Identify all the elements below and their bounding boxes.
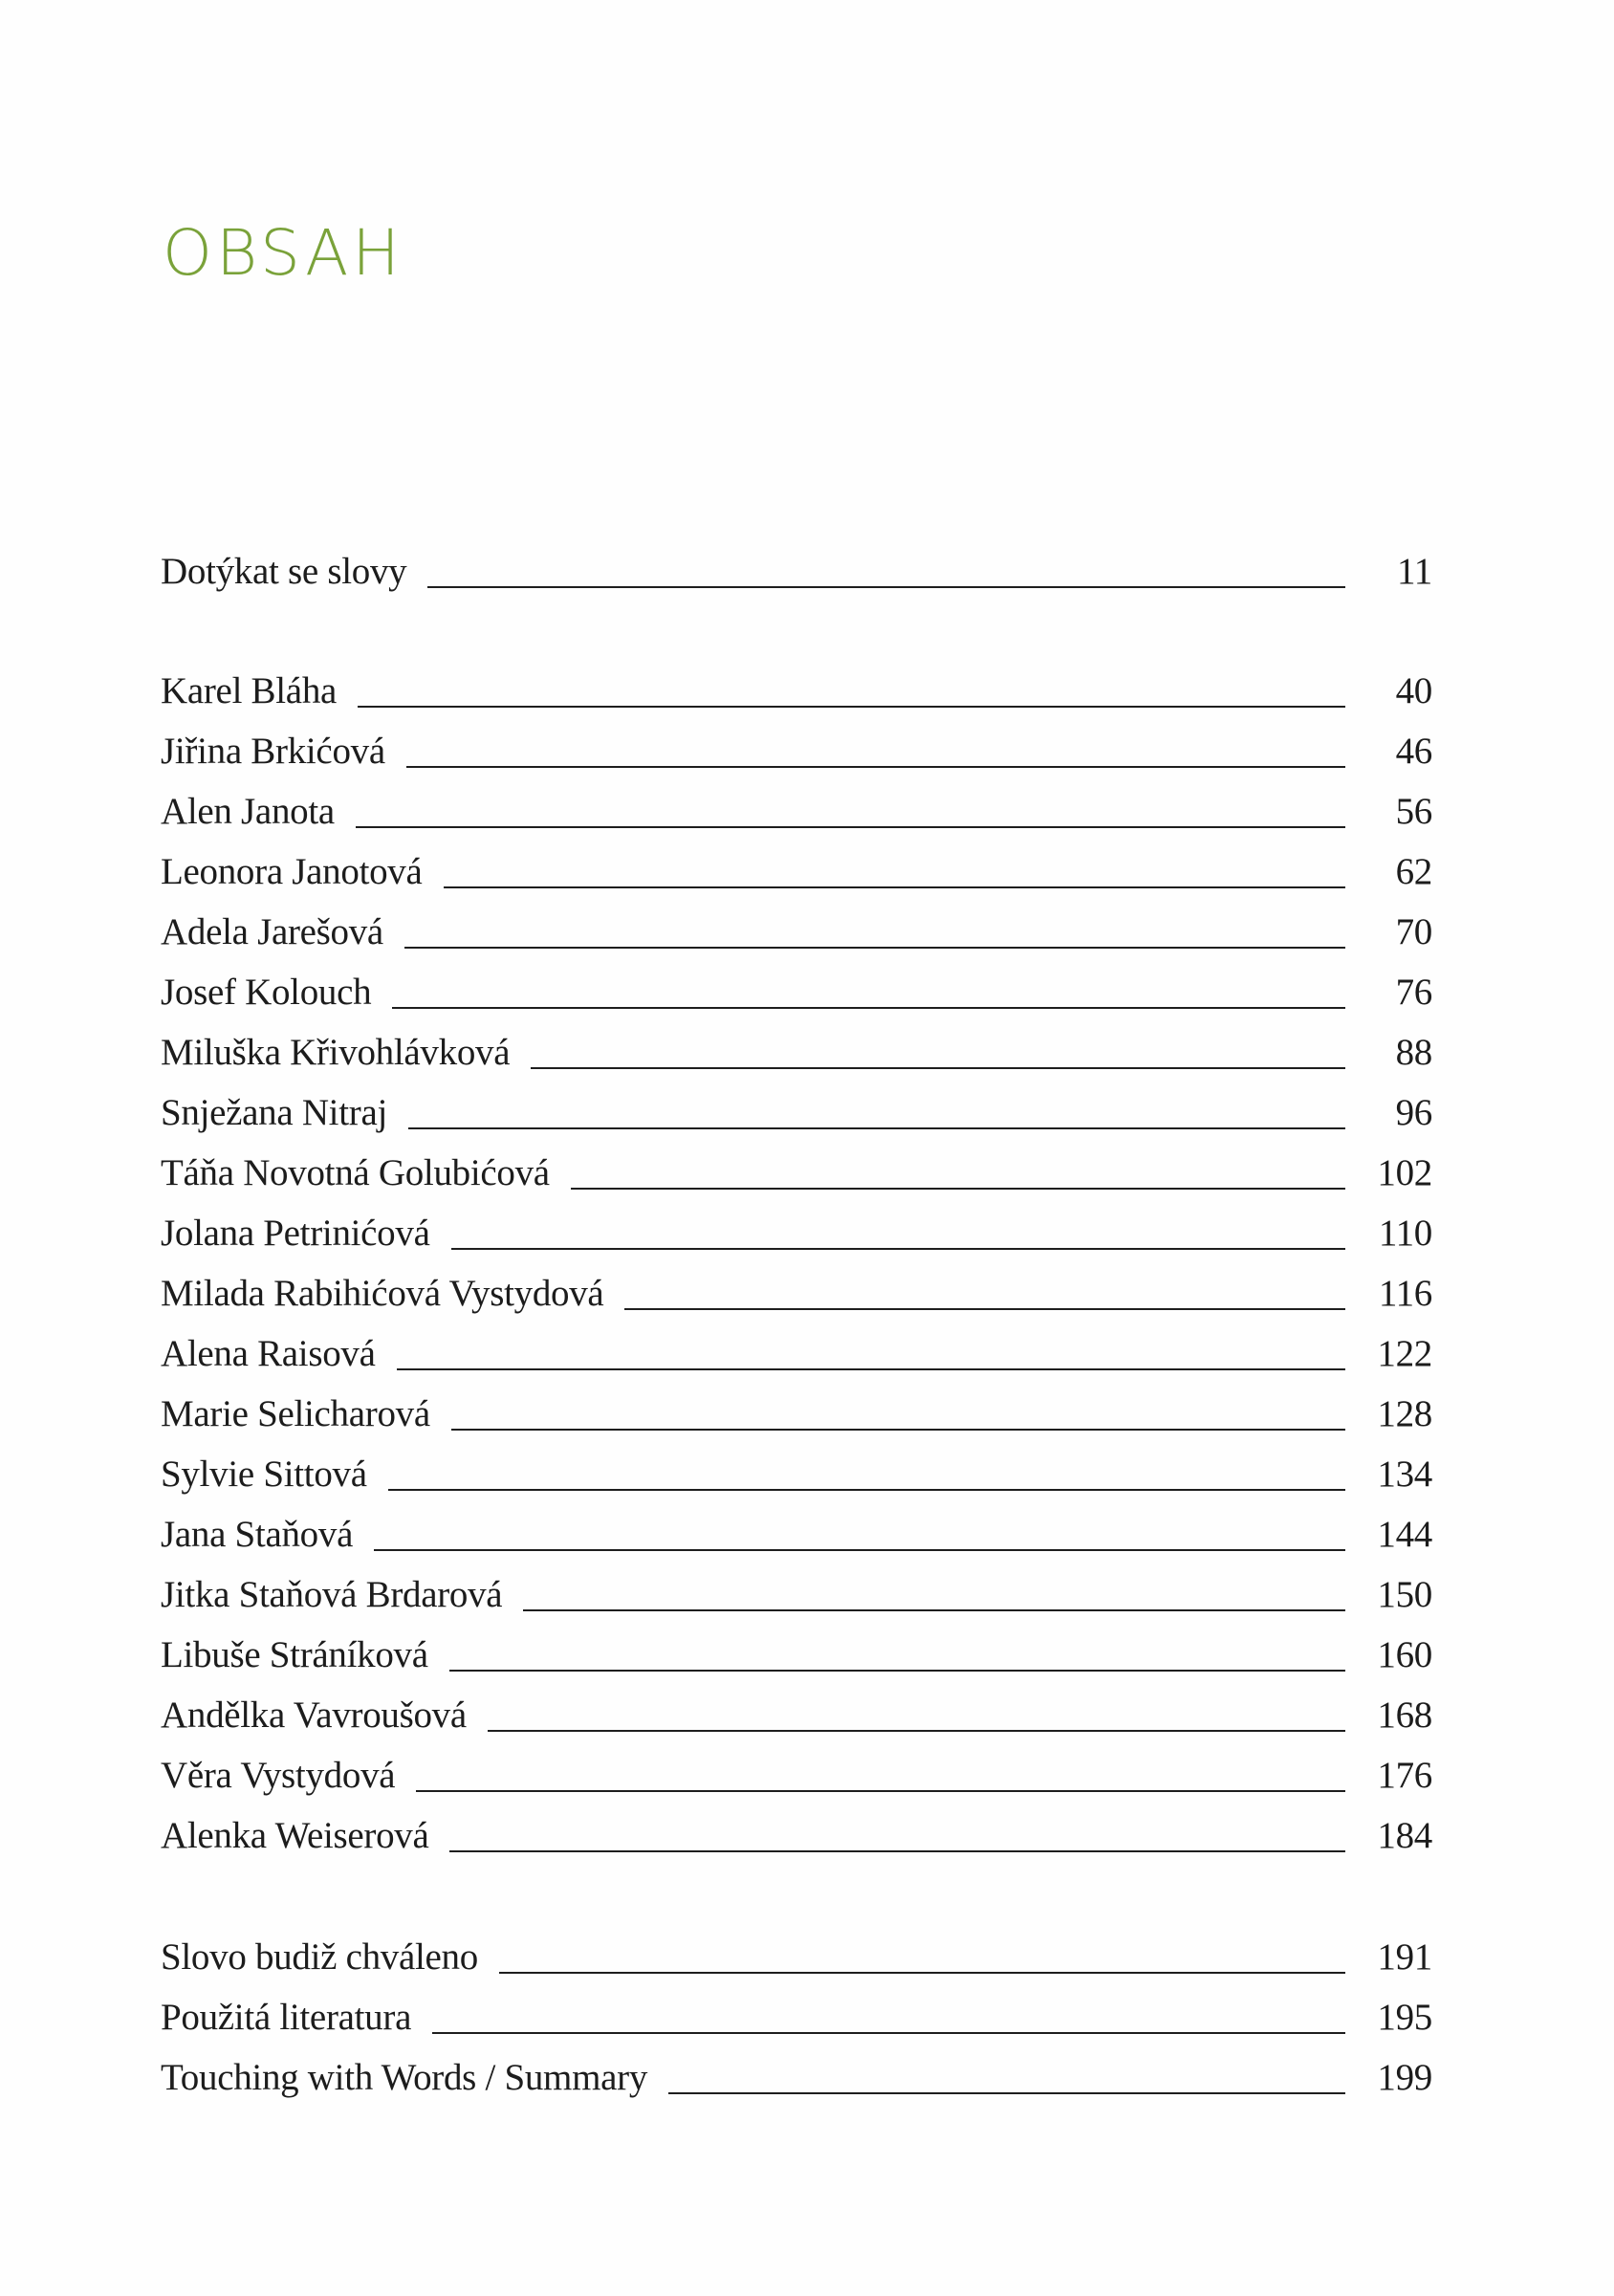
toc-entry-title: Miluška Křivohlávková xyxy=(161,1032,511,1073)
toc-entry-page-number: 102 xyxy=(1377,1152,1432,1193)
toc-entry-page-number: 195 xyxy=(1377,1997,1432,2038)
toc-leader-line xyxy=(571,1188,1345,1190)
toc-leader-line xyxy=(668,2092,1345,2094)
toc-entry-title: Jitka Staňová Brdarová xyxy=(161,1574,503,1615)
toc-entry-page-number: 76 xyxy=(1395,972,1432,1013)
toc-entry[interactable] xyxy=(161,903,1432,951)
toc-entry-page-number: 134 xyxy=(1377,1454,1432,1495)
toc-entry-page-number: 150 xyxy=(1377,1574,1432,1615)
toc-entry-page-number: 168 xyxy=(1377,1695,1432,1736)
toc-leader-line xyxy=(416,1790,1345,1792)
toc-leader-line xyxy=(392,1007,1345,1009)
toc-entry[interactable] xyxy=(161,1324,1432,1372)
toc-leader-line xyxy=(451,1429,1345,1431)
toc-leader-line xyxy=(374,1549,1345,1551)
page-title: OBSAH xyxy=(163,216,404,290)
toc-entry-page-number: 144 xyxy=(1377,1514,1432,1555)
toc-entry[interactable] xyxy=(161,2048,1432,2096)
toc-entry-title: Použitá literatura xyxy=(161,1997,412,2038)
toc-entry[interactable] xyxy=(161,1806,1432,1854)
toc-leader-line xyxy=(624,1308,1345,1310)
toc-entry-title: Andělka Vavroušová xyxy=(161,1695,467,1736)
toc-entry[interactable] xyxy=(161,842,1432,890)
toc-entry[interactable] xyxy=(161,1264,1432,1312)
toc-entry[interactable] xyxy=(161,1686,1432,1734)
toc-entry-title: Věra Vystydová xyxy=(161,1755,396,1796)
toc-entry[interactable] xyxy=(161,1626,1432,1673)
toc-entry[interactable] xyxy=(161,1204,1432,1252)
toc-entry[interactable] xyxy=(161,722,1432,770)
toc-leader-line xyxy=(449,1850,1345,1852)
toc-entry-page-number: 160 xyxy=(1377,1634,1432,1675)
toc-entry-title: Dotýkat se slovy xyxy=(161,551,407,592)
toc-entry-title: Snježana Nitraj xyxy=(161,1092,387,1133)
toc-entry-page-number: 184 xyxy=(1377,1815,1432,1856)
toc-entry[interactable] xyxy=(161,1445,1432,1493)
toc-entry-title: Jolana Petrinićová xyxy=(161,1213,430,1254)
toc-entry-page-number: 40 xyxy=(1395,670,1432,711)
toc-entry[interactable] xyxy=(161,662,1432,710)
toc-leader-line xyxy=(488,1730,1345,1732)
toc-entry[interactable] xyxy=(161,1988,1432,2036)
toc-entry[interactable] xyxy=(161,1144,1432,1192)
toc-entry[interactable] xyxy=(161,963,1432,1011)
toc-entry-page-number: 62 xyxy=(1395,851,1432,892)
toc-entry[interactable] xyxy=(161,1928,1432,1976)
toc-entry-title: Karel Bláha xyxy=(161,670,338,711)
toc-entry-title: Milada Rabihićová Vystydová xyxy=(161,1273,604,1314)
toc-entry-page-number: 110 xyxy=(1378,1213,1432,1254)
toc-entry[interactable] xyxy=(161,782,1432,830)
toc-entry-page-number: 176 xyxy=(1377,1755,1432,1796)
toc-entry-title: Touching with Words / Summary xyxy=(161,2057,648,2098)
toc-entry-title: Jiřina Brkićová xyxy=(161,731,385,772)
toc-leader-line xyxy=(404,947,1345,949)
toc-entry[interactable] xyxy=(161,1746,1432,1794)
toc-leader-line xyxy=(358,706,1345,708)
toc-entry-title: Adela Jarešová xyxy=(161,911,383,952)
toc-entry-page-number: 116 xyxy=(1378,1273,1432,1314)
toc-entry-page-number: 46 xyxy=(1395,731,1432,772)
toc-entry-title: Táňa Novotná Golubićová xyxy=(161,1152,550,1193)
toc-entry-page-number: 128 xyxy=(1377,1393,1432,1434)
toc-leader-line xyxy=(523,1609,1345,1611)
toc-entry[interactable] xyxy=(161,1023,1432,1071)
toc-entry[interactable] xyxy=(161,1565,1432,1613)
toc-entry-page-number: 70 xyxy=(1395,911,1432,952)
toc-entry-title: Alenka Weiserová xyxy=(161,1815,429,1856)
toc-entry-title: Sylvie Sittová xyxy=(161,1454,367,1495)
toc-leader-line xyxy=(451,1248,1345,1250)
toc-entry-title: Slovo budiž chváleno xyxy=(161,1936,478,1978)
toc-leader-line xyxy=(444,886,1345,888)
toc-entry-page-number: 122 xyxy=(1377,1333,1432,1374)
toc-entry-page-number: 191 xyxy=(1377,1936,1432,1978)
toc-leader-line xyxy=(449,1670,1345,1672)
toc-entry-page-number: 199 xyxy=(1377,2057,1432,2098)
toc-leader-line xyxy=(356,826,1345,828)
toc-leader-line xyxy=(406,766,1345,768)
toc-leader-line xyxy=(388,1489,1345,1491)
toc-entry[interactable] xyxy=(161,542,1432,590)
toc-entry-page-number: 88 xyxy=(1395,1032,1432,1073)
toc-entry[interactable] xyxy=(161,1083,1432,1131)
toc-entry[interactable] xyxy=(161,1505,1432,1553)
toc-leader-line xyxy=(531,1067,1345,1069)
toc-entry-page-number: 96 xyxy=(1395,1092,1432,1133)
toc-entry-title: Marie Selicharová xyxy=(161,1393,430,1434)
toc-entry-title: Josef Kolouch xyxy=(161,972,372,1013)
toc-leader-line xyxy=(427,586,1345,588)
toc-entry[interactable] xyxy=(161,1385,1432,1432)
toc-entry-title: Jana Staňová xyxy=(161,1514,354,1555)
toc-entry-title: Alena Raisová xyxy=(161,1333,376,1374)
toc-entry-title: Alen Janota xyxy=(161,791,335,832)
toc-leader-line xyxy=(397,1368,1345,1370)
toc-leader-line xyxy=(408,1127,1345,1129)
toc-leader-line xyxy=(499,1972,1345,1974)
toc-leader-line xyxy=(432,2032,1345,2034)
toc-entry-page-number: 11 xyxy=(1397,551,1432,592)
toc-entry-page-number: 56 xyxy=(1395,791,1432,832)
toc-entry-title: Leonora Janotová xyxy=(161,851,423,892)
toc-entry-title: Libuše Stráníková xyxy=(161,1634,428,1675)
